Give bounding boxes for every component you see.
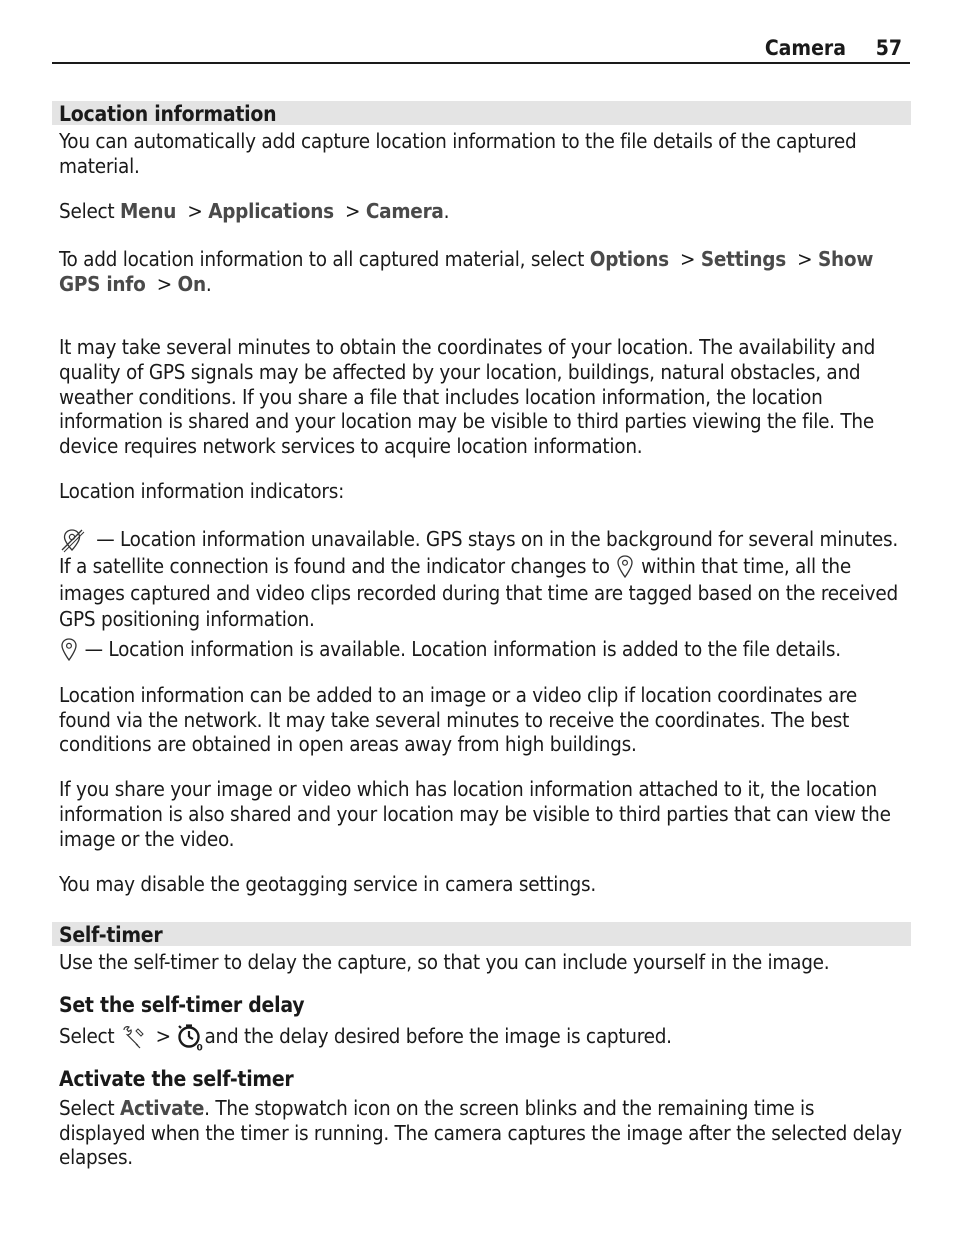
activate-heading: Activate the self-timer: [59, 1066, 294, 1091]
header-section-title: Camera: [764, 36, 846, 60]
location-intro: You can automatically add capture location information to the file details of the captured material.: [59, 129, 857, 178]
timer-digit: 0: [196, 1043, 203, 1051]
on-link[interactable]: On: [177, 272, 206, 297]
settings-link[interactable]: Settings: [700, 247, 786, 272]
indicator-unavailable: — Location information unavailable. GPS stays on in the background for several minutes. If a satellite connection is found and the indicator changes to within that time, all the images captured and video clips recorded during that time are tagged based on the received GPS positioning information.: [59, 526, 899, 631]
coords-paragraph: It may take several minutes to obtain the coordinates of your location. The availability and quality of GPS signals may be affected by your location, buildings, natural obstacles, and weather conditions. If you share a file that includes location information, the location information is shared and your location may be visible to third parties viewing the file. The device requires network services to acquire location information.: [59, 334, 876, 459]
location-unavailable-icon: [59, 527, 85, 553]
show-gps-info-link[interactable]: Show GPS info: [59, 247, 874, 297]
section-heading-location: Location information: [52, 101, 911, 125]
location-available-icon: [59, 637, 79, 663]
selftimer-intro: Use the self-timer to delay the capture, so that you can include yourself in the image.: [59, 950, 830, 975]
applications-link[interactable]: Applications: [208, 198, 334, 223]
set-delay-heading: Set the self-timer delay: [59, 993, 305, 1018]
menu-link[interactable]: Menu: [120, 198, 177, 223]
page-number: 57: [875, 36, 902, 60]
set-delay-instruction: Select > 0 and the delay desired before the image is captured.: [59, 1022, 905, 1051]
activate-instruction: Select Activate. The stopwatch icon on the screen blinks and the remaining time is displayed when the timer is running. The camera captures the image after the selected delay elapses.: [59, 1095, 902, 1170]
camera-link[interactable]: Camera: [365, 198, 444, 223]
network-paragraph: Location information can be added to an image or a video clip if location coordinates are found via the network. It may take several minutes to receive the coordinates. The best conditions are obtained in open areas away from high buildings.: [59, 682, 858, 757]
page-content: [59, 101, 905, 1170]
indicator-available: — Location information is available. Location information is added to the file details.: [59, 636, 905, 663]
self-timer-icon[interactable]: [176, 1023, 204, 1051]
share-paragraph: If you share your image or video which has location information attached to it, the location information is also shared and your location may be visible to third parties that can view the image or the video.: [59, 777, 891, 851]
options-link[interactable]: Options: [589, 247, 669, 272]
section-heading-selftimer: Self-timer: [52, 922, 911, 946]
location-available-icon: [615, 554, 635, 580]
disable-paragraph: You may disable the geotagging service in camera settings.: [59, 871, 596, 896]
activate-link[interactable]: Activate: [120, 1095, 205, 1120]
indicators-label: Location information indicators:: [59, 478, 345, 503]
settings-tools-icon[interactable]: [120, 1024, 150, 1050]
page-header: [52, 34, 910, 64]
gps-settings-path: To add location information to all captured material, select Options > Settings > Show GPS info > On.: [59, 247, 874, 297]
select-path-camera: Select Menu > Applications > Camera.: [59, 198, 450, 223]
